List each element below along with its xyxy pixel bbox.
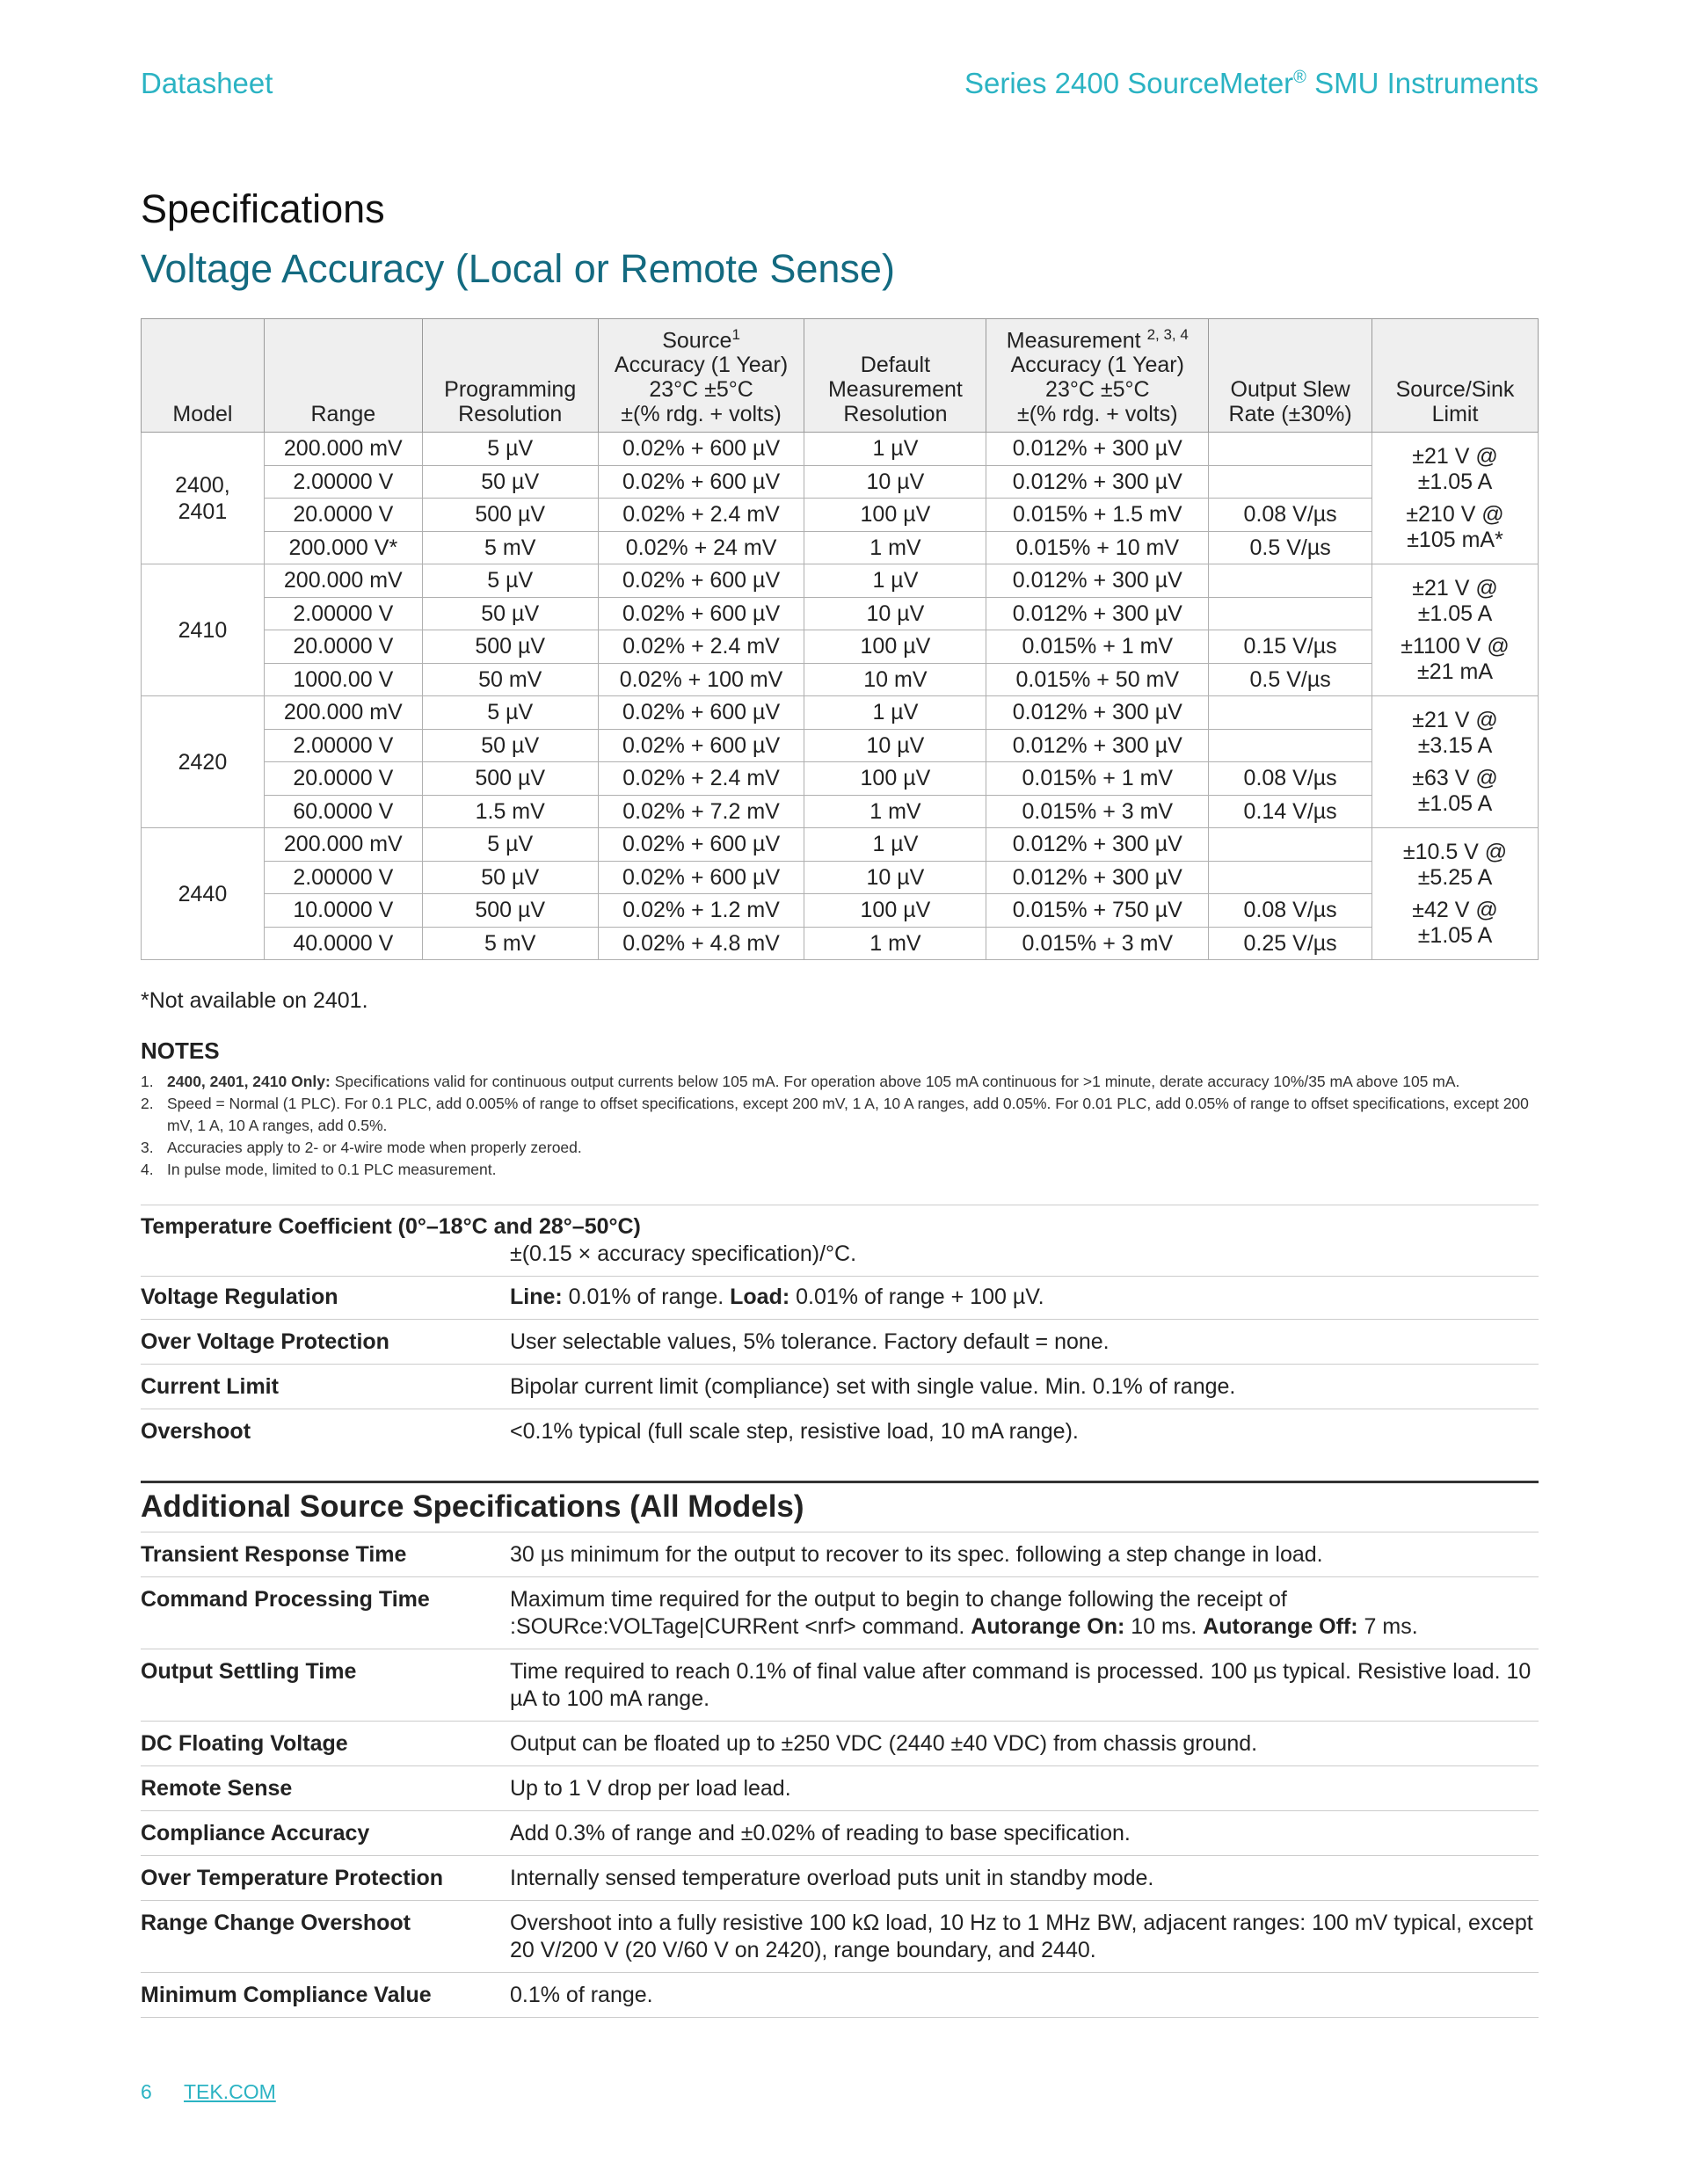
range-cell: 1000.00 V (264, 663, 422, 696)
measurement-accuracy-cell: 0.015% + 3 mV (986, 927, 1209, 960)
col-header-source-accuracy: Source$^1$ Accuracy (1 Year) 23°C ±5°C ±(% rdg. + volts) (598, 319, 804, 433)
spec-row-compliance-accuracy (141, 1811, 1539, 1856)
source-accuracy-cell: 0.02% + 600 µV (598, 433, 804, 466)
spec-value: 30 µs minimum for the output to recover to its spec. following a step change in load. (510, 1542, 1323, 1567)
slew-rate-cell: 0.15 V/µs (1209, 630, 1372, 664)
col-header-source-sink-limit: Source/Sink Limit (1372, 319, 1539, 433)
measurement-accuracy-cell: 0.012% + 300 µV (986, 465, 1209, 499)
programming-resolution-cell: 50 µV (422, 465, 598, 499)
model-cell: 2400, 2401 (142, 433, 265, 564)
table-row (142, 499, 1539, 532)
source-accuracy-cell: 0.02% + 2.4 mV (598, 762, 804, 796)
measurement-resolution-cell: 10 µV (804, 465, 986, 499)
slew-rate-cell: 0.08 V/µs (1209, 894, 1372, 928)
slew-rate-cell (1209, 696, 1372, 730)
table-row (142, 696, 1539, 730)
programming-resolution-cell: 5 mV (422, 531, 598, 564)
programming-resolution-cell: 5 mV (422, 927, 598, 960)
spec-row-current-limit (141, 1365, 1539, 1409)
spec-row-dc-floating-voltage (141, 1722, 1539, 1766)
spec-label: Over Voltage Protection (141, 1329, 389, 1354)
source-accuracy-cell: 0.02% + 600 µV (598, 861, 804, 894)
spec-row-overshoot (141, 1409, 1539, 1453)
slew-rate-cell: 0.5 V/µs (1209, 531, 1372, 564)
measurement-resolution-cell: 1 µV (804, 433, 986, 466)
table-row (142, 729, 1539, 762)
table-row (142, 465, 1539, 499)
table-row (142, 564, 1539, 598)
header-product-title (964, 67, 1539, 100)
table-footnote: *Not available on 2401. (141, 988, 368, 1013)
col-header-range: Range (264, 319, 422, 433)
measurement-resolution-cell: 100 µV (804, 894, 986, 928)
source-accuracy-cell: 0.02% + 600 µV (598, 696, 804, 730)
range-cell: 20.0000 V (264, 630, 422, 664)
spec-label: Command Processing Time (141, 1587, 430, 1612)
source-accuracy-cell: 0.02% + 600 µV (598, 465, 804, 499)
model-cell: 2440 (142, 828, 265, 960)
measurement-accuracy-cell: 0.015% + 1 mV (986, 630, 1209, 664)
measurement-resolution-cell: 1 mV (804, 795, 986, 828)
slew-rate-cell (1209, 465, 1372, 499)
range-cell: 20.0000 V (264, 762, 422, 796)
website-link[interactable]: TEK.COM (184, 2080, 276, 2103)
measurement-accuracy-cell: 0.015% + 3 mV (986, 795, 1209, 828)
source-accuracy-cell: 0.02% + 24 mV (598, 531, 804, 564)
additional-specs-title: Additional Source Specifications (All Models) (141, 1489, 804, 1524)
table-header-row (142, 319, 1539, 433)
measurement-accuracy-cell: 0.012% + 300 µV (986, 564, 1209, 598)
spec-label: Transient Response Time (141, 1542, 407, 1567)
source-sink-limit-cell: ±21 V @ ±1.05 A ±1100 V @ ±21 mA (1372, 564, 1539, 696)
spec-row-over-voltage-protection (141, 1320, 1539, 1365)
range-cell: 2.00000 V (264, 465, 422, 499)
col-header-output-slew-rate: Output Slew Rate (±30%) (1209, 319, 1372, 433)
spec-row-range-change-overshoot (141, 1901, 1539, 1973)
slew-rate-cell: 0.5 V/µs (1209, 663, 1372, 696)
slew-rate-cell: 0.14 V/µs (1209, 795, 1372, 828)
spec-value: Bipolar current limit (compliance) set with single value. Min. 0.1% of range. (510, 1374, 1236, 1399)
note-item: 2. Speed = Normal (1 PLC). For 0.1 PLC, add 0.005% of range to offset specifications, except 200 mV, 1 A, 10 A ranges, add 0.05%. For 0.01 PLC, add 0.05% of range to offset specifications, except 200 mV, 1 A, 10 A ranges, add 0.5%. (141, 1095, 1529, 1134)
spec-value: Overshoot into a fully resistive 100 kΩ load, 10 Hz to 1 MHz BW, adjacent ranges: 100 mV typical, except 20 V/200 V (20 V/60 V on 2420), range boundary, and 2440. (510, 1911, 1533, 1962)
measurement-resolution-cell: 10 µV (804, 861, 986, 894)
measurement-accuracy-cell: 0.015% + 10 mV (986, 531, 1209, 564)
col-header-programming-resolution: Programming Resolution (422, 319, 598, 433)
range-cell: 20.0000 V (264, 499, 422, 532)
note-item: 3. Accuracies apply to 2- or 4-wire mode when properly zeroed. (141, 1139, 582, 1156)
spec-value: User selectable values, 5% tolerance. Factory default = none. (510, 1329, 1110, 1354)
source-accuracy-cell: 0.02% + 600 µV (598, 828, 804, 862)
table-row (142, 597, 1539, 630)
subsection-title: Voltage Accuracy (Local or Remote Sense) (141, 246, 895, 291)
programming-resolution-cell: 500 µV (422, 499, 598, 532)
programming-resolution-cell: 500 µV (422, 762, 598, 796)
table-row (142, 531, 1539, 564)
source-accuracy-cell: 0.02% + 4.8 mV (598, 927, 804, 960)
measurement-accuracy-cell: 0.012% + 300 µV (986, 597, 1209, 630)
notes-list (141, 1071, 1547, 1181)
range-cell: 2.00000 V (264, 861, 422, 894)
source-accuracy-cell: 0.02% + 1.2 mV (598, 894, 804, 928)
table-row (142, 927, 1539, 960)
table-row (142, 762, 1539, 796)
source-accuracy-cell: 0.02% + 2.4 mV (598, 630, 804, 664)
measurement-accuracy-cell: 0.012% + 300 µV (986, 861, 1209, 894)
range-cell: 2.00000 V (264, 597, 422, 630)
programming-resolution-cell: 5 µV (422, 696, 598, 730)
section-title: Specifications (141, 186, 385, 231)
range-cell: 60.0000 V (264, 795, 422, 828)
spec-label: Output Settling Time (141, 1659, 357, 1684)
source-accuracy-cell: 0.02% + 2.4 mV (598, 499, 804, 532)
source-sink-limit-cell: ±21 V @ ±3.15 A ±63 V @ ±1.05 A (1372, 696, 1539, 828)
spec-value: 0.1% of range. (510, 1983, 653, 2007)
spec-row-transient-response (141, 1532, 1539, 1577)
spec-value: <0.1% typical (full scale step, resistive load, 10 mA range). (510, 1419, 1079, 1444)
spec-label: Minimum Compliance Value (141, 1983, 432, 2007)
model-cell: 2420 (142, 696, 265, 828)
measurement-accuracy-cell: 0.015% + 50 mV (986, 663, 1209, 696)
col-header-default-measurement-resolution: Default Measurement Resolution (804, 319, 986, 433)
measurement-accuracy-cell: 0.012% + 300 µV (986, 696, 1209, 730)
table-row (142, 663, 1539, 696)
measurement-accuracy-cell: 0.012% + 300 µV (986, 828, 1209, 862)
source-sink-limit-cell: ±21 V @ ±1.05 A ±210 V @ ±105 mA* (1372, 433, 1539, 564)
programming-resolution-cell: 50 µV (422, 729, 598, 762)
programming-resolution-cell: 50 mV (422, 663, 598, 696)
range-cell: 40.0000 V (264, 927, 422, 960)
spec-row-over-temperature (141, 1856, 1539, 1901)
range-cell: 200.000 mV (264, 433, 422, 466)
measurement-accuracy-cell: 0.012% + 300 µV (986, 729, 1209, 762)
source-accuracy-cell: 0.02% + 7.2 mV (598, 795, 804, 828)
temperature-coefficient-label: Temperature Coefficient (0°–18°C and 28°–50°C) (141, 1214, 641, 1239)
range-cell: 10.0000 V (264, 894, 422, 928)
spec-label: Current Limit (141, 1374, 279, 1399)
measurement-resolution-cell: 1 µV (804, 828, 986, 862)
spec-row-output-settling (141, 1649, 1539, 1722)
programming-resolution-cell: 50 µV (422, 597, 598, 630)
measurement-accuracy-cell: 0.012% + 300 µV (986, 433, 1209, 466)
measurement-resolution-cell: 1 mV (804, 531, 986, 564)
measurement-resolution-cell: 10 mV (804, 663, 986, 696)
measurement-accuracy-cell: 0.015% + 750 µV (986, 894, 1209, 928)
programming-resolution-cell: 5 µV (422, 564, 598, 598)
measurement-resolution-cell: 10 µV (804, 597, 986, 630)
range-cell: 200.000 mV (264, 564, 422, 598)
range-cell: 200.000 mV (264, 828, 422, 862)
spec-row-command-processing (141, 1577, 1539, 1649)
additional-spec-list (141, 1532, 1539, 2018)
measurement-resolution-cell: 1 mV (804, 927, 986, 960)
registered-mark: ® (1293, 68, 1306, 87)
slew-rate-cell: 0.25 V/µs (1209, 927, 1372, 960)
range-cell: 200.000 mV (264, 696, 422, 730)
table-row (142, 828, 1539, 862)
spec-label: Remote Sense (141, 1776, 293, 1801)
slew-rate-cell (1209, 564, 1372, 598)
col-header-measurement-accuracy: Measurement $^{2, 3, 4}$ Accuracy (1 Year) 23°C ±5°C ±(% rdg. + volts) (986, 319, 1209, 433)
spec-label: Range Change Overshoot (141, 1911, 411, 1935)
slew-rate-cell: 0.08 V/µs (1209, 499, 1372, 532)
slew-rate-cell (1209, 861, 1372, 894)
table-row (142, 433, 1539, 466)
spec-row-minimum-compliance (141, 1973, 1539, 2018)
programming-resolution-cell: 500 µV (422, 630, 598, 664)
source-accuracy-cell: 0.02% + 600 µV (598, 564, 804, 598)
spec-row-voltage-regulation (141, 1275, 1539, 1320)
programming-resolution-cell: 1.5 mV (422, 795, 598, 828)
section-divider (141, 1481, 1539, 1483)
note-item: 1. 2400, 2401, 2410 Only: Specifications valid for continuous output currents below 105 mA. For operation above 105 mA continuous for >1 minute, derate accuracy 10%/35 mA above 105 mA. (141, 1073, 1460, 1090)
header-product-name: Series 2400 SourceMeter (964, 67, 1294, 99)
spec-row-remote-sense (141, 1766, 1539, 1811)
measurement-resolution-cell: 100 µV (804, 630, 986, 664)
spec-label: Compliance Accuracy (141, 1821, 370, 1845)
temperature-coefficient-value: ±(0.15 × accuracy specification)/°C. (510, 1241, 857, 1266)
programming-resolution-cell: 5 µV (422, 828, 598, 862)
notes-heading: NOTES (141, 1037, 220, 1064)
source-accuracy-cell: 0.02% + 600 µV (598, 729, 804, 762)
measurement-resolution-cell: 1 µV (804, 696, 986, 730)
measurement-accuracy-cell: 0.015% + 1.5 mV (986, 499, 1209, 532)
source-spec-list (141, 1275, 1539, 1453)
measurement-resolution-cell: 100 µV (804, 499, 986, 532)
measurement-accuracy-cell: 0.015% + 1 mV (986, 762, 1209, 796)
col-header-model: Model (142, 319, 265, 433)
spec-value: Line: 0.01% of range. Load: 0.01% of range + 100 µV. (510, 1285, 1044, 1309)
source-accuracy-cell: 0.02% + 600 µV (598, 597, 804, 630)
slew-rate-cell (1209, 597, 1372, 630)
slew-rate-cell (1209, 433, 1372, 466)
spec-label: DC Floating Voltage (141, 1731, 348, 1756)
spec-value: Time required to reach 0.1% of final value after command is processed. 100 µs typical. Resistive load. 10 µA to 100 mA range. (510, 1659, 1532, 1711)
slew-rate-cell (1209, 729, 1372, 762)
measurement-resolution-cell: 100 µV (804, 762, 986, 796)
source-accuracy-cell: 0.02% + 100 mV (598, 663, 804, 696)
spec-value: Add 0.3% of range and ±0.02% of reading to base specification. (510, 1821, 1131, 1845)
spec-label: Over Temperature Protection (141, 1866, 444, 1890)
measurement-resolution-cell: 1 µV (804, 564, 986, 598)
source-sink-limit-cell: ±10.5 V @ ±5.25 A ±42 V @ ±1.05 A (1372, 828, 1539, 960)
page-number: 6 (141, 2080, 152, 2103)
header-product-suffix: SMU Instruments (1306, 67, 1539, 99)
model-cell: 2410 (142, 564, 265, 696)
range-cell: 200.000 V* (264, 531, 422, 564)
slew-rate-cell (1209, 828, 1372, 862)
programming-resolution-cell: 50 µV (422, 861, 598, 894)
table-row (142, 894, 1539, 928)
slew-rate-cell: 0.08 V/µs (1209, 762, 1372, 796)
spec-value: Output can be floated up to ±250 VDC (2440 ±40 VDC) from chassis ground. (510, 1731, 1258, 1756)
voltage-accuracy-table (141, 318, 1539, 960)
table-row (142, 795, 1539, 828)
header-doc-type: Datasheet (141, 67, 273, 99)
note-item: 4. In pulse mode, limited to 0.1 PLC measurement. (141, 1161, 497, 1178)
spec-label: Overshoot (141, 1419, 251, 1444)
spec-value: Internally sensed temperature overload puts unit in standby mode. (510, 1866, 1154, 1890)
table-row (142, 630, 1539, 664)
programming-resolution-cell: 500 µV (422, 894, 598, 928)
spec-value: Maximum time required for the output to begin to change following the receipt of :SOURce:VOLTage|CURRent <nrf> command. Autorange On: 10 ms. Autorange Off: 7 ms. (510, 1587, 1418, 1639)
range-cell: 2.00000 V (264, 729, 422, 762)
temperature-coefficient-row (141, 1205, 1539, 1277)
spec-label: Voltage Regulation (141, 1285, 338, 1309)
table-row (142, 861, 1539, 894)
spec-value: Up to 1 V drop per load lead. (510, 1776, 791, 1801)
programming-resolution-cell: 5 µV (422, 433, 598, 466)
measurement-resolution-cell: 10 µV (804, 729, 986, 762)
